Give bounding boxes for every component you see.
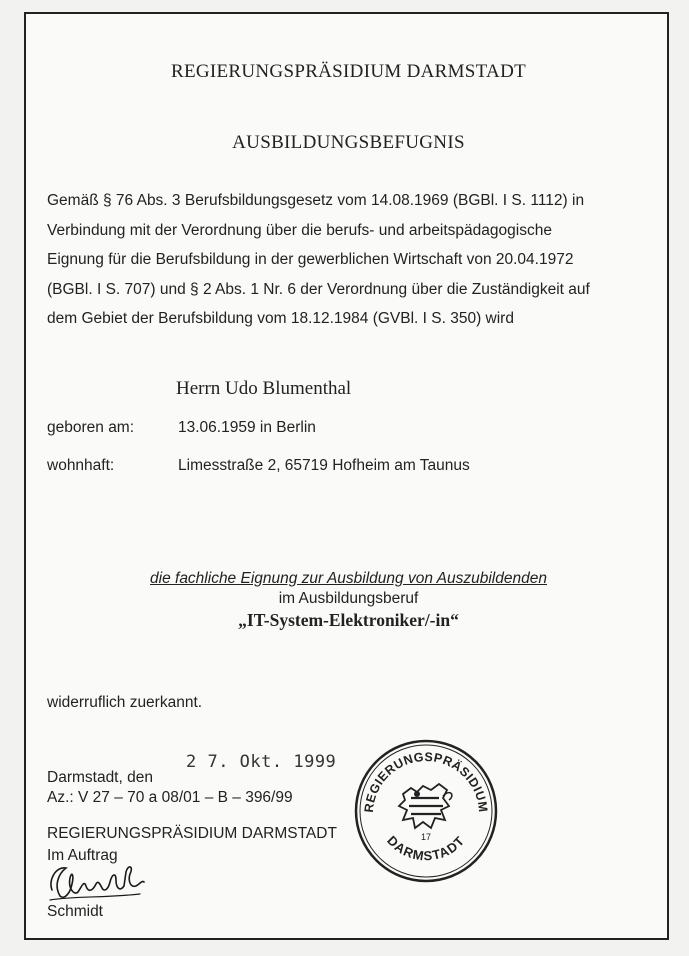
legal-basis-line: Eignung für die Berufsbildung in der gewerblichen Wirtschaft von 20.04.1972 — [47, 251, 574, 268]
document-page — [24, 12, 669, 940]
seal-bottom-text: DARMSTADT — [384, 832, 468, 864]
qualification-statement: die fachliche Eignung zur Ausbildung von Auszubildenden — [150, 570, 547, 587]
legal-basis-line: (BGBl. I S. 707) und § 2 Abs. 1 Nr. 6 der Verordnung über die Zuständigkeit auf — [47, 280, 590, 298]
footer-authority: REGIERUNGSPRÄSIDIUM DARMSTADT — [47, 825, 337, 842]
residence-label: wohnhaft: — [47, 457, 115, 474]
place-date-line: Darmstadt, den — [47, 769, 153, 786]
by-order-line: Im Auftrag — [47, 847, 118, 864]
recipient-name: Herrn Udo Blumenthal — [176, 378, 352, 399]
lion-emblem-icon — [399, 784, 452, 828]
revocation-clause: widerruflich zuerkannt. — [47, 694, 203, 711]
birth-date-value: 13.06.1959 in Berlin — [178, 419, 316, 436]
document-title: AUSBILDUNGSBEFUGNIS — [232, 132, 465, 153]
seal-top-text: REGIERUNGSPRÄSIDIUM — [361, 749, 491, 814]
file-reference: Az.: V 27 – 70 a 08/01 – B – 396/99 — [47, 789, 293, 806]
legal-basis-line: Verbindung mit der Verordnung über die berufs- und arbeitspädagogische — [47, 221, 552, 239]
legal-basis-line: Gemäß § 76 Abs. 3 Berufsbildungsgesetz vom 14.08.1969 (BGBl. I S. 1112) in — [47, 192, 585, 209]
issuing-authority-heading: REGIERUNGSPRÄSIDIUM DARMSTADT — [170, 61, 526, 82]
training-occupation-name: „IT-System-Elektroniker/-in“ — [238, 610, 459, 630]
official-seal — [351, 736, 501, 886]
signer-name: Schmidt — [47, 903, 103, 920]
handwritten-signature — [44, 852, 154, 907]
training-occupation-label: im Ausbildungsberuf — [278, 590, 419, 607]
residence-value: Limesstraße 2, 65719 Hofheim am Taunus — [178, 457, 470, 474]
date-stamp: 2 7. Okt. 1999 — [186, 752, 337, 772]
legal-basis-paragraph — [47, 186, 657, 334]
birth-date-label: geboren am: — [47, 419, 135, 436]
legal-basis-line: dem Gebiet der Berufsbildung vom 18.12.1984 (GVBl. I S. 350) wird — [47, 310, 514, 327]
seal-number: 17 — [420, 832, 432, 842]
